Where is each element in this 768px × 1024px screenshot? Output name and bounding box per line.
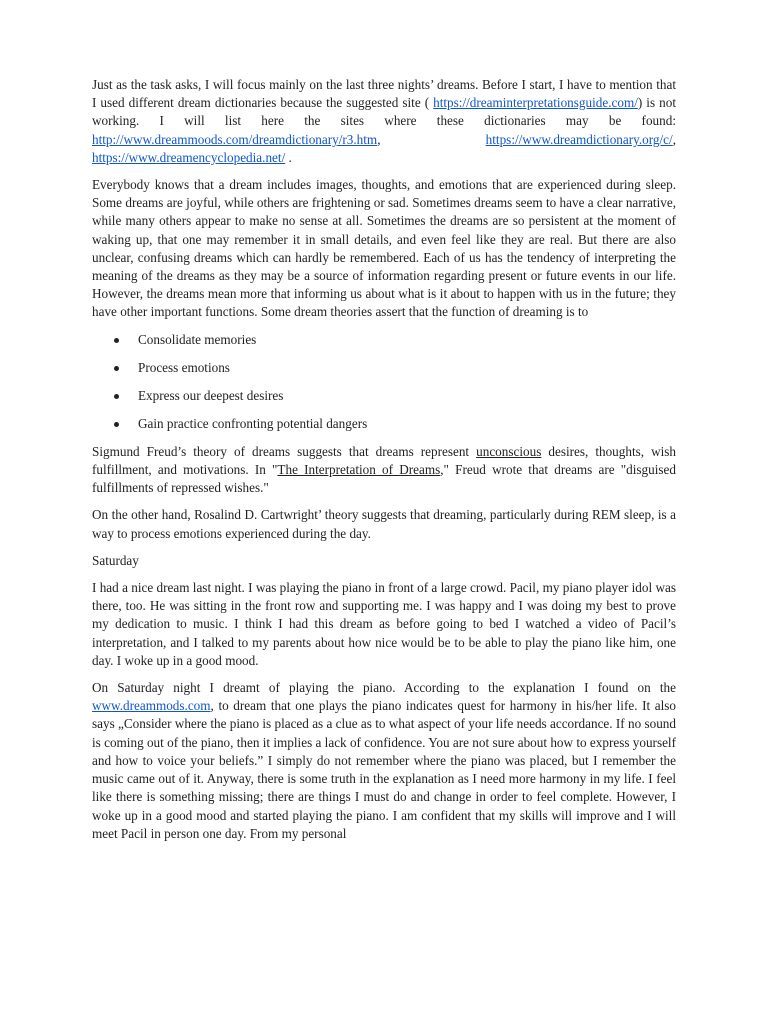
freud-text-1: Sigmund Freud’s theory of dreams suggests that dreams represent: [92, 443, 477, 459]
document-page: [92, 76, 676, 852]
list-item: [92, 331, 676, 349]
interpretation-text-1: On Saturday night I dreamt of playing the piano. According to the explanation I found on the: [92, 680, 676, 696]
dreamdictionary-link[interactable]: https://www.dreamdictionary.org/c/: [485, 131, 673, 147]
list-item-label: Consolidate memories: [138, 331, 257, 347]
list-item: [92, 415, 676, 433]
list-item-label: Express our deepest desires: [138, 387, 284, 403]
dreams-overview-paragraph: Everybody knows that a dream includes images, thoughts, and emotions that are experienced during sleep. Some dreams are joyful, while others are frightening or sad. Sometimes dreams seem to have a clear narrative, while many others appear to make no sense at all. Sometimes the dreams are so persistent at the moment of waking up, that one may remember it in small details, and even feel like they are real. But there are also unclear, confusing dreams which can hardly be remembered. Each of us has the tendency of interpreting the meaning of the dreams as they may be a source of information regarding present or future events in our life. However, the dreams mean more that informing us about what is it about to happen with us in the future; they have other important functions. Some dream theories assert that the function of dreaming is to: [92, 177, 676, 320]
dreammods-link[interactable]: www.dreammods.com: [92, 698, 211, 714]
dream-functions-list: [92, 331, 676, 433]
intro-text-3: ,: [377, 131, 486, 147]
dreammoods-dictionary-link[interactable]: http://www.dreammoods.com/dreamdictionary/r3.htm: [92, 131, 378, 147]
dreamencyclopedia-link[interactable]: https://www.dreamencyclopedia.net/: [92, 149, 286, 165]
intro-text-5: .: [285, 149, 292, 165]
list-item-label: Gain practice confronting potential dangers: [138, 415, 368, 431]
bullet-icon: [114, 338, 119, 343]
bullet-icon: [114, 422, 119, 427]
saturday-dream-paragraph: I had a nice dream last night. I was playing the piano in front of a large crowd. Pacil, my piano player idol was there, too. He was sitting in the front row and supporting me. I was happy and I was doing my best to prove my dedication to music. I think I had this dream as before going to bed I watched a video of Pacil’s interpretation, and I talked to my parents about how nice would be to be able to play the piano like him, one day. I woke up in a good mood.: [92, 580, 676, 668]
unconscious-underlined-term[interactable]: unconscious: [476, 443, 542, 459]
bullet-icon: [114, 366, 119, 371]
bullet-icon: [114, 394, 119, 399]
freud-text-3: ," Freud wrote that dreams are "disguised fulfillments of repressed wishes.": [92, 462, 676, 496]
intro-text-4: ,: [672, 131, 676, 147]
interpretation-text-2: , to dream that one plays the piano indicates quest for harmony in his/her life. It also says „Consider where the piano is placed as a clue as to what aspect of your life needs accordance. If no sound is coming out of the piano, then it implies a lack of confidence. You are not sure about how to express yourself and how to voice your beliefs.” I simply do not remember where the piano was placed, but I remember the music came out of it. Anyway, there is some truth in the explanation as I need more harmony in my life. I feel like there is something missing; there are things I must do and change in order to feel complete. However, I woke up in a good mood and started playing the piano. I am confident that my skills will improve and I will meet Pacil in person one day. From my personal: [92, 698, 676, 841]
saturday-interpretation-paragraph: [92, 679, 676, 843]
freud-paragraph: [92, 443, 676, 498]
list-item: [92, 387, 676, 405]
list-item-label: Process emotions: [138, 359, 230, 375]
cartwright-paragraph: On the other hand, Rosalind D. Cartwright’ theory suggests that dreaming, particularly during REM sleep, is a way to process emotions experienced during the day.: [92, 507, 676, 541]
dreaminterpretationsguide-link[interactable]: https://dreaminterpretationsguide.com/: [433, 95, 638, 111]
intro-paragraph: [92, 76, 676, 167]
saturday-heading: Saturday: [92, 552, 139, 568]
freud-text-2: desires, thoughts, wish fulfillment, and motivations. In ": [92, 443, 677, 478]
list-item: [92, 359, 676, 377]
interpretation-of-dreams-underlined-title[interactable]: The Interpretation of Dreams: [277, 462, 441, 478]
intro-text-2: ) is not working. I will list here the sites where these dictionaries may be found:: [92, 95, 676, 129]
intro-text-1: Just as the task asks, I will focus mainly on the last three nights’ dreams. Before I start, I have to mention that I used different dream dictionaries because the suggested site (: [92, 77, 676, 111]
